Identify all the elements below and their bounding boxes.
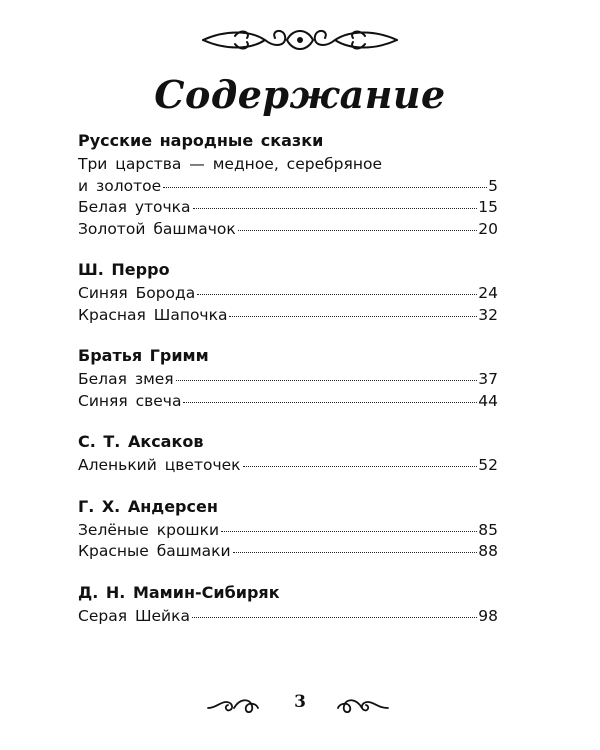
toc-section	[78, 431, 498, 477]
entry-page: 24	[478, 284, 498, 302]
toc-entry[interactable]	[78, 176, 498, 198]
table-of-contents	[78, 130, 498, 646]
flourish-ornament-icon	[195, 22, 405, 58]
dot-leader	[197, 294, 477, 295]
toc-entry[interactable]	[78, 455, 498, 477]
entry-title: Золотой башмачок	[78, 219, 236, 238]
page-title: Содержание	[154, 72, 446, 117]
entry-title: Белая змея	[78, 370, 174, 388]
entry-title: Синяя Борода	[78, 284, 196, 302]
dot-leader	[221, 531, 477, 532]
toc-section	[78, 259, 498, 326]
page-footer	[0, 692, 600, 722]
toc-section	[78, 130, 498, 240]
dot-leader	[233, 552, 478, 553]
section-author: Г. Х. Андерсен	[78, 496, 218, 516]
section-author: Русские народные сказки	[78, 131, 324, 150]
entry-title: Аленький цветочек	[78, 456, 241, 474]
toc-entry[interactable]	[78, 197, 498, 219]
entry-page: 85	[478, 520, 498, 539]
dot-leader	[192, 617, 477, 618]
entry-title-line: Три царства — медное, серебряное	[78, 155, 382, 173]
toc-entry[interactable]	[78, 541, 498, 563]
toc-section	[78, 496, 498, 563]
entry-page: 37	[478, 370, 498, 388]
toc-entry[interactable]	[78, 520, 498, 542]
entry-page: 44	[478, 391, 498, 410]
dot-leader	[238, 230, 478, 231]
toc-entry[interactable]	[78, 606, 498, 628]
dot-leader	[193, 208, 478, 209]
entry-title: и золотое	[78, 176, 162, 195]
dot-leader	[183, 402, 477, 403]
entry-page: 20	[478, 219, 498, 238]
dot-leader	[163, 187, 487, 188]
entry-title: Зелёные крошки	[78, 520, 220, 539]
entry-page: 52	[478, 456, 498, 474]
entry-page: 32	[478, 305, 498, 324]
toc-entry[interactable]	[78, 391, 498, 413]
toc-section	[78, 345, 498, 412]
entry-title: Серая Шейка	[78, 606, 190, 625]
dot-leader	[176, 380, 478, 381]
entry-title: Красная Шапочка	[78, 305, 228, 324]
entry-title: Красные башмаки	[78, 542, 231, 560]
entry-page: 15	[478, 198, 498, 216]
section-author: Братья Гримм	[78, 346, 209, 365]
section-author: Д. Н. Мамин-Сибиряк	[78, 582, 280, 602]
section-author: С. Т. Аксаков	[78, 432, 204, 451]
section-author: Ш. Перро	[78, 260, 170, 279]
entry-page: 98	[478, 606, 498, 625]
dot-leader	[229, 316, 477, 317]
entry-title: Синяя свеча	[78, 391, 182, 410]
dot-leader	[243, 466, 478, 467]
toc-entry[interactable]	[78, 219, 498, 241]
page-number: 3	[294, 692, 306, 712]
toc-entry[interactable]	[78, 283, 498, 305]
entry-page: 88	[478, 542, 498, 560]
right-flourish-icon	[336, 694, 390, 716]
toc-entry[interactable]	[78, 369, 498, 391]
entry-title: Белая уточка	[78, 198, 191, 216]
left-flourish-icon	[206, 694, 260, 716]
toc-entry[interactable]	[78, 305, 498, 327]
toc-section	[78, 582, 498, 628]
entry-page: 5	[488, 176, 498, 195]
